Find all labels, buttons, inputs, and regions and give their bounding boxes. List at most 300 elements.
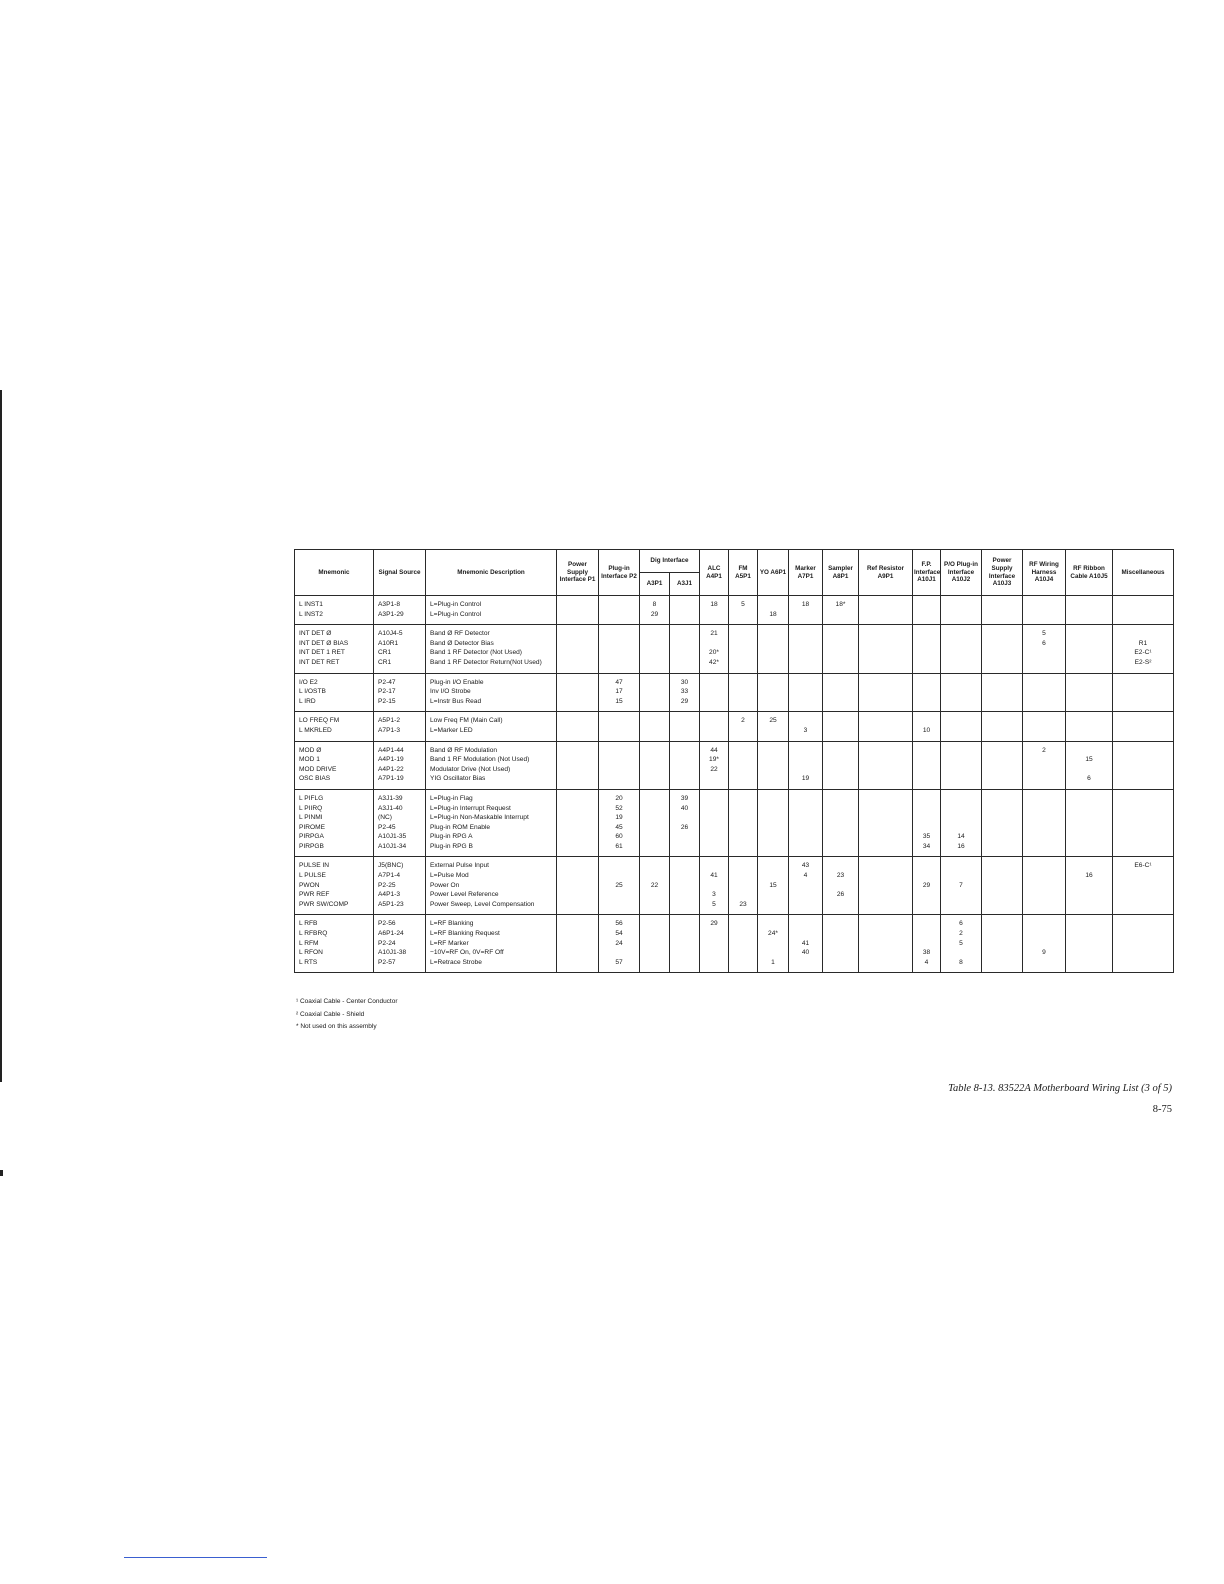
- cell-line: 54: [615, 930, 623, 938]
- table-cell: [374, 857, 426, 915]
- cell-line: PWR SW/COMP: [299, 900, 349, 908]
- cell-line: Band 1 RF Detector (Not Used): [430, 649, 522, 657]
- cell-line: 52: [615, 804, 623, 812]
- cell-line: Band 1 RF Modulation (Not Used): [430, 756, 530, 764]
- cell-line: E2-S²: [1134, 658, 1152, 666]
- cell-line: MOD Ø: [299, 746, 322, 754]
- cell-line: 6: [1042, 639, 1046, 647]
- table-cell: [374, 673, 426, 712]
- table-cell: [557, 915, 599, 973]
- table-cell: [700, 596, 729, 625]
- cell-line: 41: [710, 872, 718, 880]
- cell-line: [860, 678, 911, 688]
- table-cell: [426, 625, 557, 673]
- cell-line: [600, 871, 638, 881]
- table-cell: [374, 741, 426, 789]
- cell-line: [1067, 716, 1111, 726]
- cell-line: A4P1-19: [378, 756, 404, 764]
- cell-line: Low Freq FM (Main Call): [430, 717, 503, 725]
- cell-line: [914, 919, 939, 929]
- cell-line: [983, 794, 1021, 804]
- cell-line: [942, 823, 980, 833]
- cell-line: LO FREQ FM: [299, 717, 340, 725]
- cell-line: 25: [769, 717, 777, 725]
- cell-line: 56: [615, 920, 623, 928]
- footnote-not-used: * Not used on this assembly: [296, 1023, 377, 1030]
- cell-line: 5: [741, 601, 745, 608]
- table-cell: [1066, 857, 1113, 915]
- cell-line: [1067, 794, 1111, 804]
- cell-line: L RFON: [299, 949, 323, 957]
- cell-line: PULSE IN: [299, 862, 330, 870]
- cell-line: [824, 629, 857, 639]
- cell-line: 5: [712, 900, 716, 908]
- table-cell: [700, 857, 729, 915]
- cell-line: 2: [959, 930, 963, 938]
- cell-line: 18: [801, 601, 810, 608]
- cell-line: Modulator Drive (Not Used): [430, 765, 511, 773]
- cell-line: 61: [615, 842, 623, 850]
- cell-line: [701, 881, 727, 891]
- cell-line: [701, 794, 727, 804]
- table-cell: [789, 712, 823, 741]
- table-cell: [670, 789, 700, 857]
- cell-line: [860, 919, 911, 929]
- cell-line: 19: [801, 775, 810, 783]
- cell-line: 29: [650, 610, 659, 618]
- table-cell: [1066, 673, 1113, 712]
- cell-line: L=Plug-in Interrupt Request: [430, 804, 511, 812]
- col-mnemonic: Mnemonic: [295, 550, 374, 596]
- cell-line: [824, 881, 857, 891]
- table-caption: Table 8-13. 83522A Motherboard Wiring List (3 of 5): [948, 1083, 1172, 1094]
- table-cell: [789, 741, 823, 789]
- cell-line: [914, 823, 939, 833]
- table-cell: [729, 673, 758, 712]
- cell-line: 20: [615, 794, 623, 802]
- table-body: [295, 596, 1174, 973]
- table-cell: [1066, 625, 1113, 673]
- cell-line: [558, 629, 597, 639]
- cell-line: [1024, 600, 1064, 610]
- table-cell: [670, 741, 700, 789]
- cell-line: L PINMI: [299, 814, 323, 822]
- cell-line: 47: [615, 678, 623, 686]
- cell-line: [914, 746, 939, 756]
- table-cell: [1023, 625, 1066, 673]
- table-cell: [823, 673, 859, 712]
- table-cell: [599, 789, 640, 857]
- cell-line: P2-24: [378, 939, 396, 947]
- table-cell: [640, 857, 670, 915]
- table-cell: [982, 857, 1023, 915]
- table-cell: [670, 915, 700, 973]
- cell-line: [1024, 861, 1064, 871]
- cell-line: A3J1-39: [378, 794, 403, 802]
- cell-line: 4: [803, 872, 808, 880]
- table-cell: [789, 596, 823, 625]
- cell-line: 18: [769, 610, 777, 618]
- cell-line: [641, 629, 668, 639]
- cell-line: P2-56: [378, 920, 396, 928]
- cell-line: [730, 919, 756, 929]
- table-cell: [670, 596, 700, 625]
- cell-line: [671, 629, 698, 639]
- cell-line: [983, 629, 1021, 639]
- cell-line: Plug-in RPG B: [430, 842, 473, 850]
- table-cell: [1066, 741, 1113, 789]
- cell-line: [1024, 794, 1064, 804]
- cell-line: A10J1-35: [378, 833, 407, 841]
- cell-line: [914, 871, 939, 881]
- table-cell: [640, 625, 670, 673]
- table-cell: [670, 712, 700, 741]
- table-cell: [700, 625, 729, 673]
- table-cell: [295, 712, 374, 741]
- cell-line: 15: [1085, 756, 1093, 764]
- cell-line: 30: [680, 678, 689, 686]
- table-cell: [758, 712, 789, 741]
- cell-line: [1024, 716, 1064, 726]
- table-cell: [640, 596, 670, 625]
- col-po-plugin-interface: P/O Plug-in Interface A10J2: [941, 550, 982, 596]
- table-row: [295, 625, 1174, 673]
- table-cell: [700, 673, 729, 712]
- cell-line: P2-45: [378, 823, 396, 831]
- cell-line: [759, 939, 787, 949]
- cell-line: [730, 861, 756, 871]
- table-cell: [729, 857, 758, 915]
- cell-line: [759, 919, 787, 929]
- cell-line: YIG Oscillator Bias: [430, 775, 486, 783]
- table-cell: [859, 789, 913, 857]
- table-cell: [1023, 596, 1066, 625]
- cell-line: [914, 929, 939, 939]
- table-cell: [789, 673, 823, 712]
- cell-line: P2-25: [378, 881, 396, 889]
- cell-line: [914, 804, 939, 814]
- table-cell: [295, 625, 374, 673]
- table-cell: [729, 741, 758, 789]
- table-cell: [982, 625, 1023, 673]
- table-row: [295, 712, 1174, 741]
- cell-line: L=Plug-in Control: [430, 610, 482, 618]
- table-cell: [599, 625, 640, 673]
- table-cell: [1066, 596, 1113, 625]
- cell-line: A5P1-23: [378, 900, 404, 908]
- table-cell: [758, 625, 789, 673]
- table-cell: [941, 857, 982, 915]
- cell-line: 5: [959, 939, 963, 947]
- cell-line: 10: [922, 726, 931, 734]
- cell-line: [1114, 716, 1172, 726]
- cell-line: 26: [836, 891, 845, 899]
- cell-line: [600, 746, 638, 756]
- table-cell: [823, 712, 859, 741]
- cell-line: L=RF Blanking: [430, 920, 474, 928]
- cell-line: A10J1-38: [378, 949, 407, 957]
- cell-line: 7: [959, 881, 963, 889]
- cell-line: [824, 746, 857, 756]
- cell-line: Power Level Reference: [430, 891, 499, 899]
- cell-line: A3J1-40: [378, 804, 403, 812]
- cell-line: [790, 629, 821, 639]
- col-yo: YO A6P1: [758, 550, 789, 596]
- table-cell: [1023, 857, 1066, 915]
- cell-line: 24: [615, 939, 623, 947]
- cell-line: [600, 948, 638, 958]
- cell-line: [1067, 600, 1111, 610]
- table-cell: [426, 673, 557, 712]
- table-cell: [758, 673, 789, 712]
- cell-line: L RFBRQ: [299, 930, 328, 938]
- table-cell: [426, 596, 557, 625]
- cell-line: PIRPGA: [299, 833, 324, 841]
- cell-line: [914, 813, 939, 823]
- col-dig-interface: Dig Interface: [640, 550, 700, 573]
- table-cell: [1113, 741, 1174, 789]
- cell-line: [730, 871, 756, 881]
- table-cell: [1066, 789, 1113, 857]
- cell-line: INT DET Ø: [299, 630, 332, 638]
- cell-line: [942, 716, 980, 726]
- cell-line: [641, 861, 668, 871]
- left-margin-mark: [0, 1170, 3, 1176]
- cell-line: E2-C¹: [1134, 649, 1152, 657]
- table-cell: [700, 712, 729, 741]
- cell-line: 2: [1042, 746, 1046, 754]
- table-cell: [1066, 915, 1113, 973]
- cell-line: [860, 746, 911, 756]
- table-cell: [426, 915, 557, 973]
- table-cell: [1023, 915, 1066, 973]
- cell-line: 35: [922, 833, 931, 841]
- cell-line: 8: [959, 958, 963, 966]
- cell-line: External Pulse Input: [430, 862, 490, 870]
- cell-line: [824, 794, 857, 804]
- table-cell: [982, 741, 1023, 789]
- cell-line: [942, 794, 980, 804]
- cell-line: [824, 716, 857, 726]
- col-alc: ALC A4P1: [700, 550, 729, 596]
- cell-line: 3: [712, 891, 716, 899]
- cell-line: A7P1-19: [378, 775, 404, 783]
- cell-line: [1067, 765, 1111, 775]
- cell-line: [730, 629, 756, 639]
- table-cell: [1023, 741, 1066, 789]
- cell-line: L PULSE: [299, 872, 326, 880]
- cell-line: [860, 861, 911, 871]
- cell-line: [914, 939, 939, 949]
- cell-line: [600, 629, 638, 639]
- table-cell: [374, 712, 426, 741]
- table-cell: [426, 712, 557, 741]
- cell-line: 4: [924, 958, 929, 966]
- cell-line: 18*: [835, 601, 846, 608]
- cell-line: 23: [836, 872, 845, 880]
- cell-line: 34: [922, 842, 931, 850]
- table-cell: [913, 625, 941, 673]
- cell-line: [701, 678, 727, 688]
- cell-line: [1114, 746, 1172, 756]
- cell-line: [790, 755, 821, 765]
- table-cell: [982, 712, 1023, 741]
- table-cell: [758, 741, 789, 789]
- cell-line: [1067, 919, 1111, 929]
- cell-line: [942, 948, 980, 958]
- cell-line: L=Plug-in Non-Maskable Interrupt: [430, 814, 529, 822]
- table-cell: [789, 857, 823, 915]
- cell-line: [730, 794, 756, 804]
- cell-line: I/O E2: [299, 678, 318, 686]
- table-row: [295, 915, 1174, 973]
- cell-line: [942, 813, 980, 823]
- table-cell: [941, 712, 982, 741]
- cell-line: [942, 629, 980, 639]
- cell-line: A10J4-5: [378, 630, 403, 638]
- cell-line: 29: [710, 920, 718, 928]
- table-cell: [1113, 673, 1174, 712]
- cell-line: 29: [922, 881, 931, 889]
- table-row: [295, 857, 1174, 915]
- cell-line: [558, 746, 597, 756]
- cell-line: Band 1 RF Detector Return(Not Used): [430, 658, 542, 666]
- cell-line: 16: [957, 842, 965, 850]
- table-cell: [859, 741, 913, 789]
- table-cell: [859, 673, 913, 712]
- cell-line: 2: [741, 717, 745, 725]
- cell-line: L RFB: [299, 920, 318, 928]
- cell-line: 40: [801, 949, 810, 957]
- cell-line: A4P1-22: [378, 765, 404, 773]
- table-cell: [426, 789, 557, 857]
- table-cell: [913, 712, 941, 741]
- cell-line: [1114, 678, 1172, 688]
- table-cell: [557, 789, 599, 857]
- table-cell: [1066, 712, 1113, 741]
- cell-line: [914, 600, 939, 610]
- cell-line: INT DET Ø BIAS: [299, 639, 349, 647]
- cell-line: [641, 678, 668, 688]
- cell-line: L RFM: [299, 939, 319, 947]
- table-cell: [640, 741, 670, 789]
- cell-line: [824, 861, 857, 871]
- table-cell: [823, 915, 859, 973]
- cell-line: L=Plug-in Flag: [430, 794, 473, 802]
- table-cell: [859, 857, 913, 915]
- col-dig-a3p1: A3P1: [640, 573, 670, 596]
- table-cell: [729, 712, 758, 741]
- col-fp-interface: F.P. Interface A10J1: [913, 550, 941, 596]
- cell-line: [1024, 939, 1064, 949]
- table-cell: [670, 857, 700, 915]
- cell-line: 60: [615, 833, 623, 841]
- cell-line: [701, 861, 727, 871]
- cell-line: 9: [1042, 949, 1046, 957]
- cell-line: L=Plug-in Control: [430, 601, 482, 608]
- cell-line: E6-C¹: [1134, 862, 1152, 870]
- cell-line: [790, 929, 821, 939]
- table-cell: [729, 789, 758, 857]
- table-cell: [982, 789, 1023, 857]
- cell-line: 42*: [709, 658, 719, 666]
- table-cell: [374, 625, 426, 673]
- cell-line: [600, 716, 638, 726]
- cell-line: A7P1-4: [378, 872, 400, 880]
- cell-line: [759, 861, 787, 871]
- table-cell: [1023, 789, 1066, 857]
- cell-line: [641, 871, 668, 881]
- cell-line: [790, 678, 821, 688]
- cell-line: Band Ø RF Detector: [430, 630, 490, 638]
- table-cell: [374, 596, 426, 625]
- cell-line: [983, 919, 1021, 929]
- col-plugin-interface: Plug-in Interface P2: [599, 550, 640, 596]
- cell-line: [914, 716, 939, 726]
- table-cell: [295, 673, 374, 712]
- cell-line: 45: [615, 823, 623, 831]
- cell-line: 22: [710, 765, 718, 773]
- table-cell: [640, 712, 670, 741]
- cell-line: P2-15: [378, 697, 396, 705]
- footnotes: [296, 996, 398, 1034]
- table-cell: [789, 789, 823, 857]
- cell-line: L PIIRQ: [299, 804, 323, 812]
- table-cell: [599, 712, 640, 741]
- cell-line: 23: [739, 900, 747, 908]
- table-cell: [1023, 673, 1066, 712]
- cell-line: PWON: [299, 881, 320, 889]
- cell-line: A3P1-29: [378, 610, 404, 618]
- cell-line: [790, 746, 821, 756]
- table-cell: [599, 596, 640, 625]
- table-cell: [700, 789, 729, 857]
- table-row: [295, 596, 1174, 625]
- cell-line: PIRPGB: [299, 842, 324, 850]
- cell-line: L INST1: [299, 601, 323, 608]
- cell-line: 15: [615, 697, 623, 705]
- table-cell: [729, 596, 758, 625]
- cell-line: 40: [680, 804, 689, 812]
- table-row: [295, 741, 1174, 789]
- cell-line: [1114, 600, 1172, 610]
- cell-line: Band Ø Detector Bias: [430, 639, 494, 647]
- footnote-coax-center: ¹ Coaxial Cable - Center Conductor: [296, 998, 398, 1005]
- table-cell: [557, 673, 599, 712]
- table-row: [295, 789, 1174, 857]
- cell-line: J5(BNC): [378, 862, 404, 870]
- table-cell: [640, 673, 670, 712]
- cell-line: [759, 600, 787, 610]
- cell-line: [983, 600, 1021, 610]
- cell-line: R1: [1138, 639, 1148, 647]
- cell-line: [824, 678, 857, 688]
- table-cell: [941, 789, 982, 857]
- cell-line: OSC BIAS: [299, 775, 331, 783]
- table-cell: [1113, 857, 1174, 915]
- cell-line: 8: [652, 601, 657, 608]
- table-cell: [982, 673, 1023, 712]
- cell-line: [759, 871, 787, 881]
- col-fm: FM A5P1: [729, 550, 758, 596]
- col-power-supply-interface: Power Supply Interface P1: [557, 550, 599, 596]
- cell-line: 33: [680, 688, 689, 696]
- table-cell: [1113, 712, 1174, 741]
- cell-line: [671, 600, 698, 610]
- cell-line: 19: [615, 814, 623, 822]
- table-row: [295, 673, 1174, 712]
- table-cell: [982, 915, 1023, 973]
